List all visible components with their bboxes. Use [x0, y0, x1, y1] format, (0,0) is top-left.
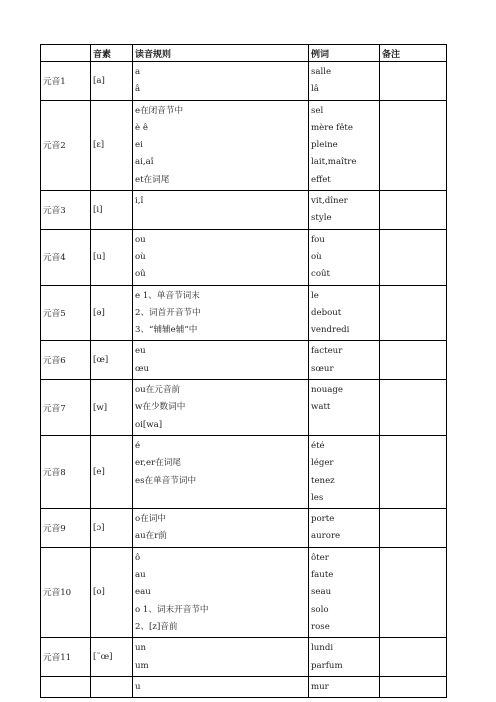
phoneme-cell: [ɔ] [91, 509, 133, 548]
example-word: les [311, 492, 324, 503]
example-word: sœur [311, 363, 334, 374]
example-word: facteur [311, 346, 343, 357]
vowel-cell: 元音9 [41, 509, 91, 548]
examples-cell [309, 229, 380, 285]
examples-cell [309, 638, 380, 677]
rules-cell [133, 638, 309, 677]
example-word: debout [311, 307, 342, 318]
header-row [41, 45, 447, 62]
example-word: sel [311, 105, 324, 116]
phoneme-cell: [w] [91, 380, 133, 436]
header-blank [41, 45, 91, 62]
example-word: lundi [311, 643, 334, 654]
vowel-cell: 元音8 [41, 435, 91, 508]
rules-cell [133, 62, 309, 101]
example-word: lait,maître [311, 157, 357, 168]
rule-line: es在单音节词中 [135, 475, 197, 486]
rules-cell [133, 435, 309, 508]
rule-line: e在闭音节中 [135, 105, 184, 116]
example-word: faute [311, 570, 334, 581]
rule-line: è ê [135, 122, 148, 133]
vowel-cell [41, 676, 91, 697]
table-row [41, 191, 447, 230]
example-word: style [311, 213, 332, 224]
rule-line: 2、[z]音前 [135, 621, 178, 632]
rule-line: au [135, 570, 146, 581]
table-row [41, 62, 447, 101]
example-word: léger [311, 458, 334, 469]
phoneme-cell [91, 676, 133, 697]
note-cell [380, 100, 447, 191]
header-examples: 例词 [309, 45, 380, 62]
table-row [41, 638, 447, 677]
example-word: vendredi [311, 325, 350, 336]
example-word: aurore [311, 531, 341, 542]
example-word: seau [311, 587, 332, 598]
vowel-cell: 元音3 [41, 191, 91, 230]
rule-line: où [135, 251, 146, 262]
example-word: été [311, 440, 325, 451]
rule-line: a [135, 67, 141, 77]
phoneme-cell: [i] [91, 191, 133, 230]
table-row [41, 547, 447, 638]
example-word: mère fête [311, 122, 353, 133]
example-word: fou [311, 234, 325, 245]
example-word: mur [311, 681, 329, 692]
examples-cell [309, 547, 380, 638]
rule-line: â [135, 84, 141, 95]
rule-line: i,î [135, 196, 144, 207]
phoneme-cell: [˜œ] [91, 638, 133, 677]
example-word: le [311, 290, 319, 301]
rule-line: ou在元音前 [135, 385, 181, 396]
rule-line: ai,aî [135, 157, 154, 168]
rule-line: é [135, 440, 141, 451]
rules-cell [133, 341, 309, 380]
example-word: coût [311, 269, 330, 280]
example-word: tenez [311, 475, 335, 486]
header-rules: 读音规则 [133, 45, 309, 62]
vowel-cell: 元音6 [41, 341, 91, 380]
rule-line: eu [135, 346, 146, 357]
rule-line: ei [135, 140, 143, 151]
note-cell [380, 676, 447, 697]
rules-cell [133, 380, 309, 436]
examples-cell [309, 285, 380, 341]
table-row [41, 229, 447, 285]
phoneme-cell: [u] [91, 229, 133, 285]
rule-line: ou [135, 234, 146, 245]
note-cell [380, 191, 447, 230]
note-cell [380, 638, 447, 677]
examples-cell [309, 676, 380, 697]
examples-cell [309, 62, 380, 101]
example-word: lâ [311, 84, 319, 95]
note-cell [380, 509, 447, 548]
example-word: salle [311, 67, 332, 77]
vowel-cell: 元音5 [41, 285, 91, 341]
rule-line: u [135, 681, 141, 692]
example-word: parfum [311, 660, 343, 671]
table-row [41, 285, 447, 341]
table-row [41, 380, 447, 436]
header-notes: 备注 [380, 45, 447, 62]
rule-line: o在词中 [135, 514, 166, 525]
rule-line: un [135, 643, 147, 654]
rule-line: w在少数词中 [135, 402, 186, 413]
note-cell [380, 380, 447, 436]
rule-line: au在r前 [135, 531, 167, 542]
example-word: ôter [311, 552, 329, 563]
vowel-cell: 元音2 [41, 100, 91, 191]
rule-line: e 1、单音节词末 [135, 290, 200, 301]
table-row [41, 676, 447, 697]
example-word: rose [311, 621, 330, 632]
example-word: watt [311, 402, 331, 413]
rule-line: eau [135, 587, 151, 598]
vowel-cell: 元音10 [41, 547, 91, 638]
phoneme-cell: [œ] [91, 341, 133, 380]
phoneme-cell: [ε] [91, 100, 133, 191]
examples-cell [309, 509, 380, 548]
table-row [41, 100, 447, 191]
rule-line: et在词尾 [135, 174, 170, 185]
note-cell [380, 341, 447, 380]
rule-line: er,er在词尾 [135, 458, 181, 469]
example-word: nouage [311, 385, 343, 396]
examples-cell [309, 100, 380, 191]
example-word: vit,dîner [311, 196, 348, 207]
example-word: effet [311, 174, 331, 185]
note-cell [380, 62, 447, 101]
rules-cell [133, 100, 309, 191]
phoneme-cell: [o] [91, 547, 133, 638]
rule-line: ô [135, 552, 141, 563]
rules-cell [133, 547, 309, 638]
rule-line: o 1、词末开音节中 [135, 604, 209, 615]
rule-line: oi[wa] [135, 419, 163, 430]
rule-line: oû [135, 269, 146, 280]
rule-line: 2、词首开音节中 [135, 307, 201, 318]
phoneme-cell: [a] [91, 62, 133, 101]
phonetics-table [40, 44, 447, 698]
rules-cell [133, 229, 309, 285]
rule-line: um [135, 660, 149, 671]
vowel-cell: 元音4 [41, 229, 91, 285]
vowel-cell: 元音1 [41, 62, 91, 101]
examples-cell [309, 191, 380, 230]
table-row [41, 509, 447, 548]
header-phoneme: 音素 [91, 45, 133, 62]
vowel-cell: 元音11 [41, 638, 91, 677]
example-word: solo [311, 604, 329, 615]
rules-cell [133, 285, 309, 341]
examples-cell [309, 380, 380, 436]
note-cell [380, 285, 447, 341]
examples-cell [309, 341, 380, 380]
rule-line: œu [135, 363, 150, 374]
phoneme-cell: [ə] [91, 285, 133, 341]
example-word: porte [311, 514, 335, 525]
note-cell [380, 229, 447, 285]
rule-line: 3、“辅辅e辅”中 [135, 325, 198, 336]
phoneme-cell: [e] [91, 435, 133, 508]
example-word: où [311, 251, 322, 262]
table-row [41, 435, 447, 508]
example-word: pleine [311, 140, 338, 151]
rules-cell [133, 676, 309, 697]
table-row [41, 341, 447, 380]
vowel-cell: 元音7 [41, 380, 91, 436]
rules-cell [133, 509, 309, 548]
rules-cell [133, 191, 309, 230]
note-cell [380, 435, 447, 508]
examples-cell [309, 435, 380, 508]
note-cell [380, 547, 447, 638]
